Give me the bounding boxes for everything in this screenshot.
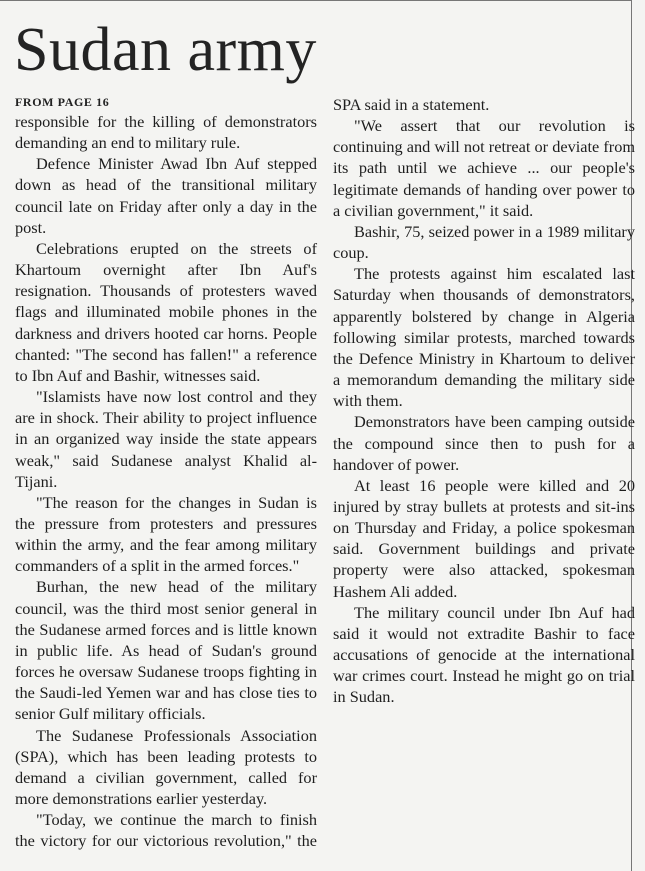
headline: Sudan army <box>14 16 317 84</box>
continuation-kicker: FROM PAGE 16 <box>15 95 110 109</box>
paragraph: The Sudanese Professionals Association (SPA), which has been leading protests to demand a civilian government, called for more demonstrations earlier yesterday. <box>15 725 317 808</box>
paragraph: "We assert that our revolution is continuing and will not retreat or deviate from its path until we achieve ... our people's legitimate demands of handing over power to a civilian government," it said. <box>333 116 635 220</box>
article-body <box>15 94 635 869</box>
paragraph: Bashir, 75, seized power in a 1989 military coup. <box>333 221 635 263</box>
paragraph: The military council under Ibn Auf had said it would not extradite Bashir to face accusations of genocide at the international war crimes court. Instead he might go on trial in Sudan. <box>333 602 635 707</box>
paragraph: "Islamists have now lost control and they are in shock. Their ability to project influence in an organized way inside the state appears weak," said Sudanese analyst Khalid al-Tijani. <box>15 387 317 491</box>
paragraph: "Today, we continue the march to finish the victory for our victorious revolution," the SPA said in a statement. <box>15 95 490 851</box>
paragraph: At least 16 people were killed and 20 injured by stray bullets at protests and sit-ins on Thursday and Friday, a police spokesman said. Government buildings and private property were also attacked, spokesman Hashem Ali added. <box>333 475 635 601</box>
paragraph: Demonstrators have been camping outside the compound since then to push for a handover of power. <box>333 412 635 474</box>
paragraph: Defence Minister Awad Ibn Auf stepped down as head of the transitional military council late on Friday after only a day in the post. <box>15 154 317 237</box>
paragraph: responsible for the killing of demonstrators demanding an end to military rule. <box>15 112 317 153</box>
paragraph: The protests against him escalated last Saturday when thousands of demonstrators, apparently bolstered by change in Algeria following similar protests, marched towards the Defence Ministry in Khartoum to deliver a memorandum demanding the military side with them. <box>333 264 635 411</box>
paragraph: Burhan, the new head of the military council, was the third most senior general in the Sudanese armed forces and is little known in public life. As head of Sudan's ground forces he oversaw Sudanese troops fighting in the Saudi-led Yemen war and has close ties to senior Gulf military officials. <box>15 577 317 724</box>
paragraph: "The reason for the changes in Sudan is the pressure from protesters and pressures within the army, and the fear among military commanders of a split in the armed forces." <box>15 492 317 576</box>
paragraph: Celebrations erupted on the streets of Khartoum overnight after Ibn Auf's resignation. Thousands of protesters waved flags and illuminated mobile phones in the darkness and drivers hooted car horns. People chanted: "The second has fallen!" a reference to Ibn Auf and Bashir, witnesses said. <box>15 238 317 385</box>
